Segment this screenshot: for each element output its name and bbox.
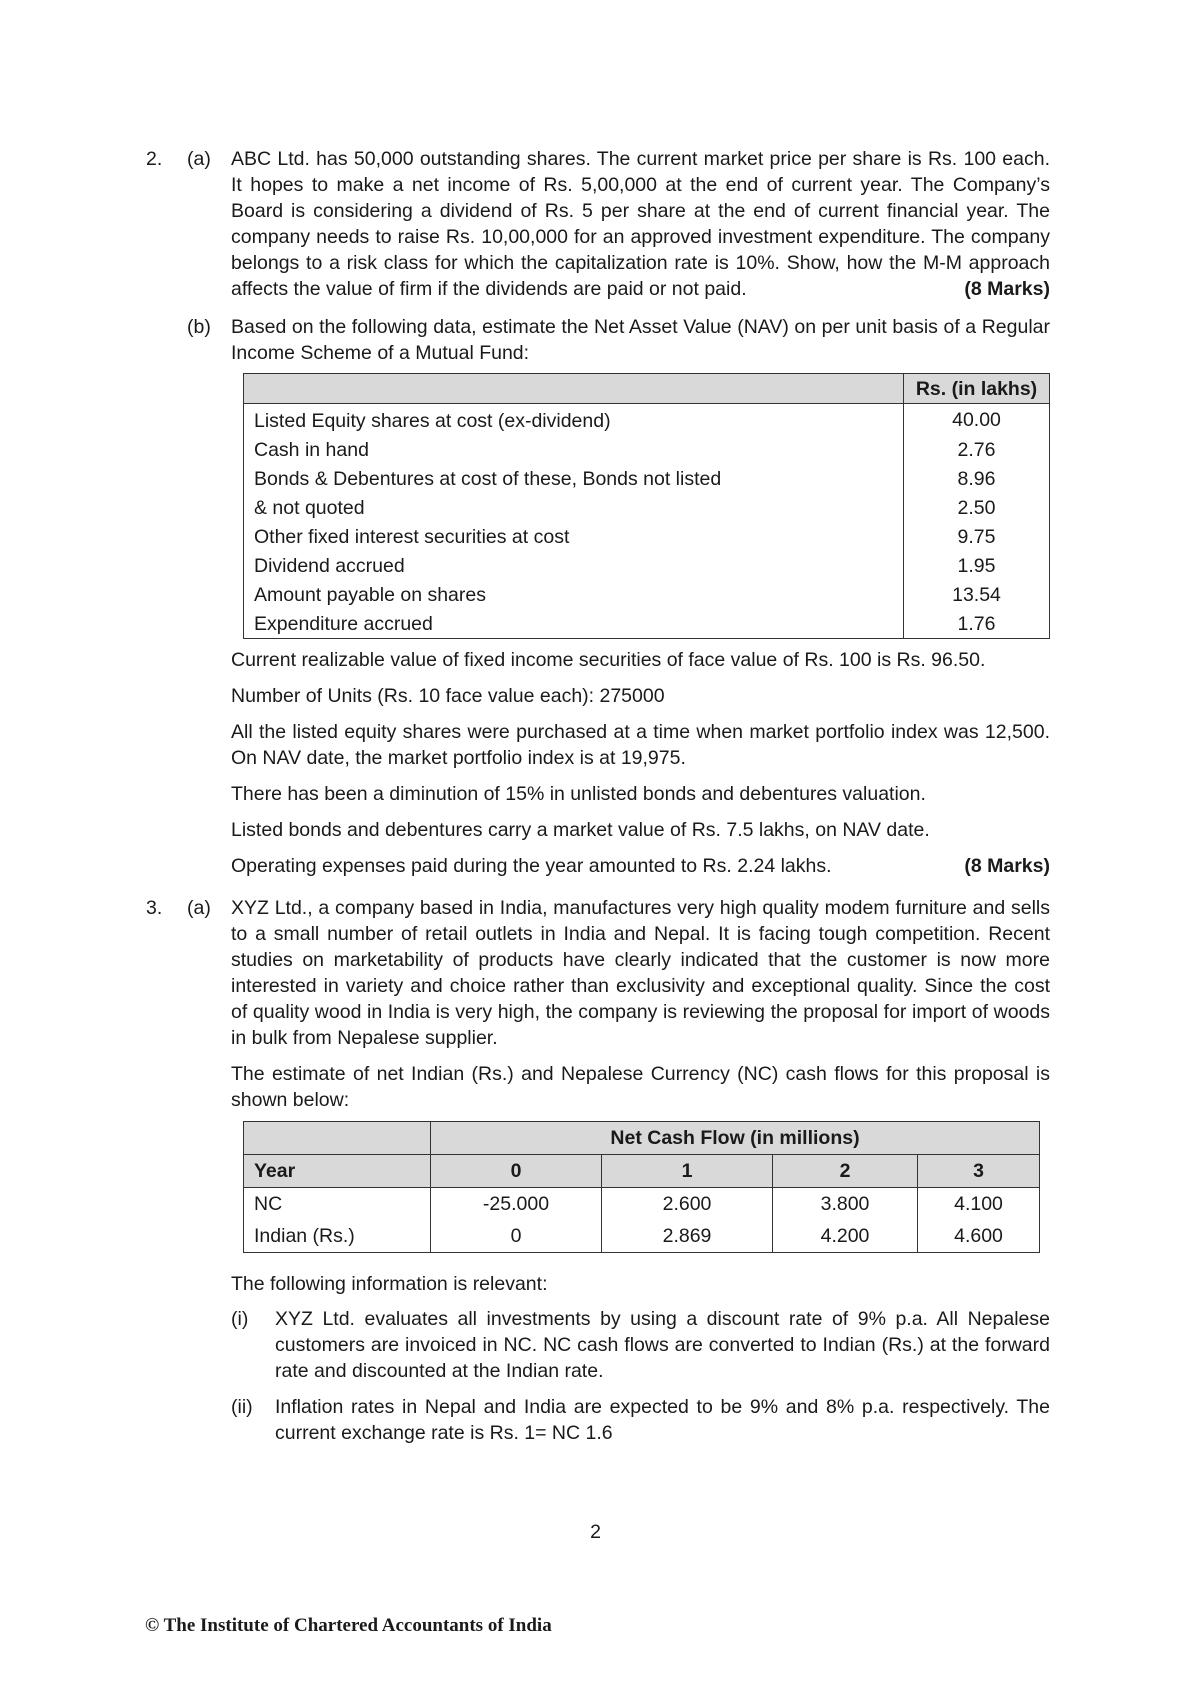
table-cell-value: 2.869: [602, 1220, 773, 1253]
note-paragraph-last: [231, 853, 1050, 879]
table-cell-item: Expenditure accrued: [254, 612, 433, 635]
table-cell-item: Dividend accrued: [254, 554, 405, 577]
table-cell-value: 2.50: [904, 493, 1050, 522]
question-2a-text: ABC Ltd. has 50,000 outstanding shares. The current market price per share is Rs. 100 each. It hopes to make a net income of Rs. 5,00,000 at the end of current year. The Company’s Board is considering a dividend of Rs. 5 per share at the end of current financial year. The company needs to raise Rs. 10,00,000 for an approved investment expenditure. The company belongs to a risk class for which the capitalization rate is 10%. Show, how the M-M approach affects the value of firm if the dividends are paid or not paid.: [231, 148, 1050, 300]
nav-data-table: [243, 373, 1050, 639]
cash-flow-table: [243, 1121, 1040, 1253]
table-cell-item: Amount payable on shares: [254, 583, 486, 606]
table-cell-value: 4.100: [918, 1188, 1040, 1221]
table-cell-value: 2.600: [602, 1188, 773, 1221]
table-cell-value: 8.96: [904, 464, 1050, 493]
table-row-label: NC: [244, 1188, 431, 1221]
question-number: 2.: [146, 148, 163, 170]
table-header-year-value: 2: [773, 1155, 918, 1188]
table-group-header: Net Cash Flow (in millions): [431, 1122, 1040, 1155]
table-header-amount: Rs. (in lakhs): [904, 374, 1050, 404]
table-header-year: Year: [244, 1155, 431, 1188]
part-label: (a): [187, 148, 211, 170]
page-number: 2: [590, 1521, 601, 1543]
table-cell-value: 1.76: [904, 609, 1050, 638]
table-cell-value: 13.54: [904, 580, 1050, 609]
table-cell-value: 3.800: [773, 1188, 918, 1221]
marks-label: (8 Marks): [964, 278, 1050, 300]
footer-copyright: © The Institute of Chartered Accountants of India: [145, 1615, 552, 1636]
table-header-year-value: 0: [431, 1155, 602, 1188]
table-cell-item: & not quoted: [254, 496, 365, 519]
table-cell-value: 4.200: [773, 1220, 918, 1253]
table-header-blank: [244, 374, 904, 404]
info-intro: The following information is relevant:: [231, 1273, 548, 1295]
note-paragraph: There has been a diminution of 15% in unlisted bonds and debentures valuation.: [231, 783, 926, 805]
question-3a-text2: The estimate of net Indian (Rs.) and Nepalese Currency (NC) cash flows for this proposal is shown below:: [231, 1063, 1050, 1111]
question-3a-text: XYZ Ltd., a company based in India, manufactures very high quality modem furniture and sells to a small number of retail outlets in India and Nepal. It is facing tough competition. Recent studies on marketability of products have clearly indicated that the customer is now more interested in variety and choice rather than exclusivity and exceptional quality. Since the cost of quality wood in India is very high, the company is reviewing the proposal for import of woods in bulk from Nepalese supplier.: [231, 897, 1050, 1049]
table-cell-value: 9.75: [904, 522, 1050, 551]
table-cell-item: Other fixed interest securities at cost: [254, 525, 570, 548]
table-header-blank: [244, 1122, 431, 1155]
table-cell-value: 2.76: [904, 435, 1050, 464]
table-cell-value: 0: [431, 1220, 602, 1253]
table-cell-value: 40.00: [904, 404, 1050, 436]
note-text: Operating expenses paid during the year amounted to Rs. 2.24 lakhs.: [231, 855, 832, 877]
marks-label: (8 Marks): [964, 855, 1050, 877]
table-cell-value: -25.000: [431, 1188, 602, 1221]
table-cell-value: 4.600: [918, 1220, 1040, 1253]
note-paragraph: Current realizable value of fixed income securities of face value of Rs. 100 is Rs. 96.50.: [231, 649, 986, 671]
part-label: (b): [187, 316, 211, 338]
table-cell-item: Listed Equity shares at cost (ex-dividend): [254, 409, 611, 432]
question-text: [231, 146, 1050, 302]
info-item-label: (ii): [231, 1396, 253, 1418]
question-2b-intro: Based on the following data, estimate the Net Asset Value (NAV) on per unit basis of a Regular Income Scheme of a Mutual Fund:: [231, 316, 1050, 364]
table-cell-item: Bonds & Debentures at cost of these, Bonds not listed: [254, 467, 722, 490]
info-item-text: XYZ Ltd. evaluates all investments by using a discount rate of 9% p.a. All Nepalese customers are invoiced in NC. NC cash flows are converted to Indian (Rs.) at the forward rate and discounted at the Indian rate.: [275, 1308, 1050, 1382]
part-label: (a): [187, 897, 211, 919]
note-paragraph: Listed bonds and debentures carry a market value of Rs. 7.5 lakhs, on NAV date.: [231, 819, 930, 841]
note-paragraph: Number of Units (Rs. 10 face value each): 275000: [231, 685, 665, 707]
table-row-label: Indian (Rs.): [244, 1220, 431, 1253]
info-item-label: (i): [231, 1308, 249, 1330]
question-number: 3.: [146, 897, 163, 919]
note-paragraph: All the listed equity shares were purchased at a time when market portfolio index was 12,500. On NAV date, the market portfolio index is at 19,975.: [231, 721, 1050, 769]
table-cell-value: 1.95: [904, 551, 1050, 580]
table-header-year-value: 1: [602, 1155, 773, 1188]
table-cell-item: Cash in hand: [254, 438, 369, 461]
info-item-text: Inflation rates in Nepal and India are expected to be 9% and 8% p.a. respectively. The current exchange rate is Rs. 1= NC 1.6: [275, 1396, 1050, 1444]
table-header-year-value: 3: [918, 1155, 1040, 1188]
